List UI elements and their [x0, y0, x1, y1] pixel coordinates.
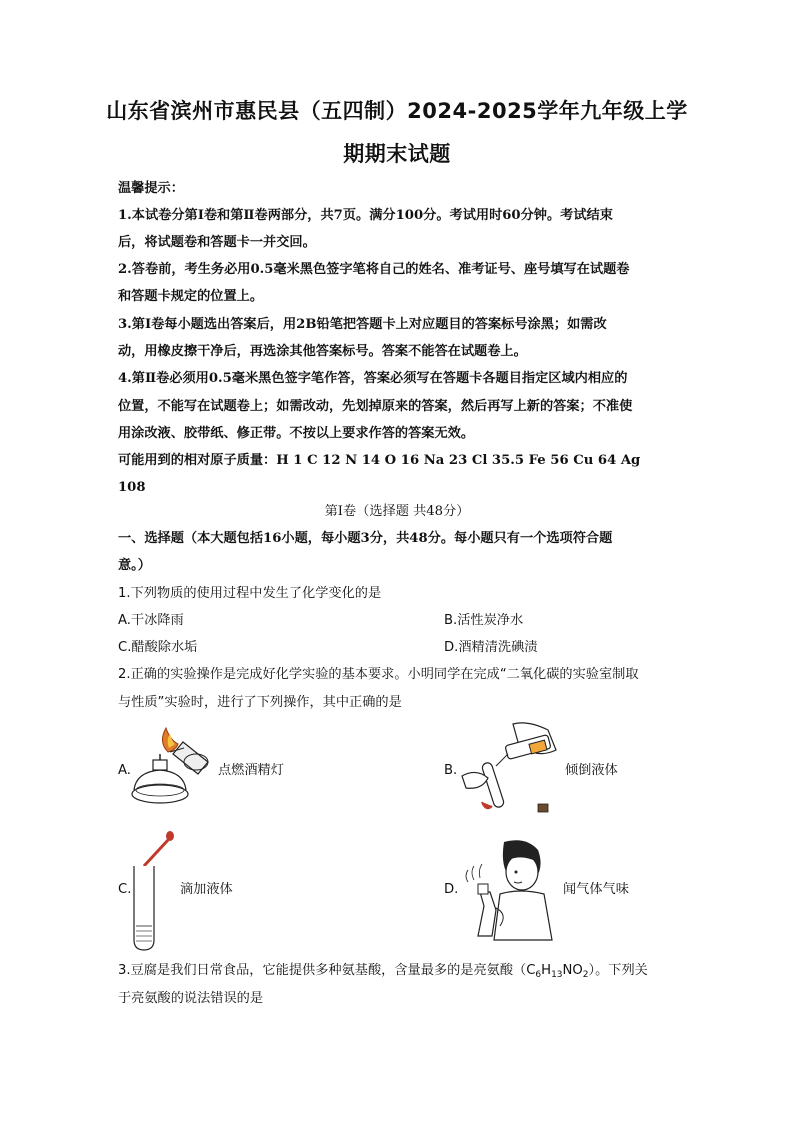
- tips-line: 3.第Ⅰ卷每小题选出答案后，用2B铅笔把答题卡上对应题目的答案标号涂黑；如需改: [118, 317, 607, 332]
- tips-line: 位置，不能写在试题卷上；如需改动，先划掉原来的答案，然后再写上新的答案；不准使: [118, 399, 633, 414]
- q2-option-c-caption: 滴加液体: [180, 882, 233, 897]
- tips-line: 和答题卡规定的位置上。: [118, 289, 264, 304]
- q2-stem: 与性质”实验时，进行了下列操作，其中正确的是: [118, 695, 402, 710]
- q2-option-b-letter: B.: [444, 763, 458, 778]
- tips-heading: 温馨提示：: [118, 181, 184, 196]
- q2-option-c-letter: C.: [118, 882, 132, 897]
- tips-line: 1.本试卷分第Ⅰ卷和第Ⅱ卷两部分，共7页。满分100分。考试用时60分钟。考试结束: [118, 208, 613, 223]
- atomic-mass-line: 108: [118, 480, 146, 495]
- q1-option-c: C.醋酸除水垢: [118, 640, 198, 655]
- section-instructions: 意。）: [118, 558, 151, 573]
- q1-option-b: B.活性炭净水: [444, 613, 524, 628]
- atomic-mass-line: 可能用到的相对原子质量：H 1 C 12 N 14 O 16 Na 23 Cl 35.5 Fe 56 Cu 64 Ag: [118, 453, 641, 468]
- pouring-liquid-icon: [458, 716, 560, 820]
- q2-option-a-caption: 点燃酒精灯: [218, 763, 284, 778]
- q2-option-a-letter: A.: [118, 763, 131, 778]
- alcohol-lamp-lighting-icon: [128, 722, 218, 812]
- exam-title-line1: 山东省滨州市惠民县（五四制）2024-2025学年九年级上学: [106, 99, 688, 123]
- dropper-test-tube-icon: [128, 830, 176, 952]
- tips-line: 4.第Ⅱ卷必须用0.5毫米黑色签字笔作答，答案必须写在答题卡各题目指定区域内相应的: [118, 371, 628, 386]
- exam-title-line2: 期期末试题: [343, 142, 451, 166]
- tips-line: 用涂改液、胶带纸、修正带。不按以上要求作答的答案无效。: [118, 426, 475, 441]
- tips-line: 动，用橡皮擦干净后，再选涂其他答案标号。答案不能答在试题卷上。: [118, 344, 527, 359]
- q1-option-d: D.酒精清洗碘渍: [444, 640, 538, 655]
- q2-stem: 2.正确的实验操作是完成好化学实验的基本要求。小明同学在完成“二氧化碳的实验室制取: [118, 667, 639, 682]
- tips-line: 后，将试题卷和答题卡一并交回。: [118, 235, 316, 250]
- smelling-gas-icon: [460, 836, 560, 942]
- q3-stem: 3.豆腐是我们日常食品，它能提供多种氨基酸，含量最多的是亮氨酸$(C_6H_{13}NO_2)$。下列关: [118, 963, 648, 980]
- q3-stem: 于亮氨酸的说法错误的是: [118, 991, 264, 1006]
- tips-line: 2.答卷前，考生务必用0.5毫米黑色签字笔将自己的姓名、准考证号、座号填写在试题卷: [118, 262, 630, 277]
- q2-option-d-letter: D.: [444, 882, 459, 897]
- q2-option-b-caption: 倾倒液体: [565, 763, 618, 778]
- section-heading: 第Ⅰ卷（选择题 共48分）: [324, 504, 470, 519]
- q2-option-d-caption: 闻气体气味: [563, 882, 629, 897]
- section-instructions: 一、选择题（本大题包括16小题，每小题3分，共48分。每小题只有一个选项符合题: [118, 531, 613, 546]
- q1-stem: 1.下列物质的使用过程中发生了化学变化的是: [118, 586, 382, 601]
- q1-option-a: A.干冰降雨: [118, 613, 184, 628]
